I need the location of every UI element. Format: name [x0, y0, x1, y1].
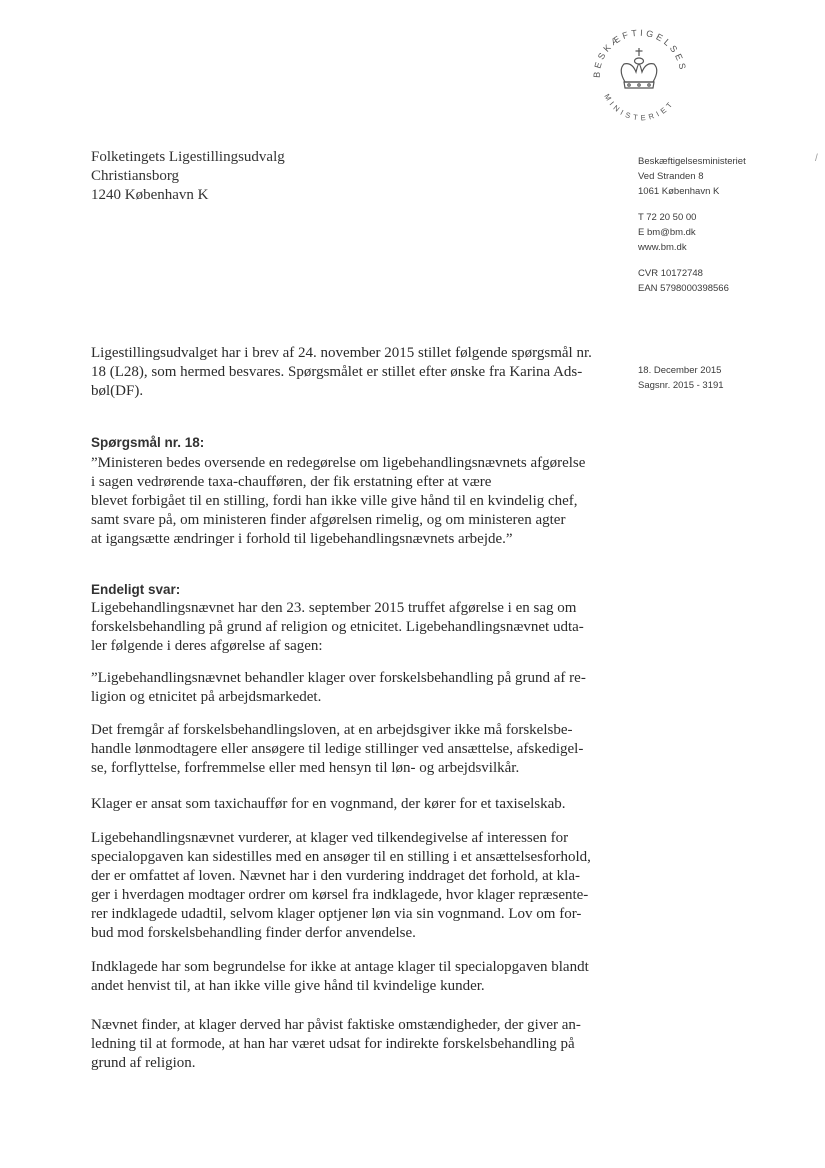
question-heading: Spørgsmål nr. 18:: [91, 435, 205, 450]
crown-seal-icon: [580, 14, 698, 132]
text-line: rer indklagede udadtil, selvom klager optjener løn via sin vognmand. Lov om for-: [91, 906, 582, 922]
text-line: forskelsbehandling på grund af religion og etnicitet. Ligebehandlingsnævnet udta-: [91, 619, 584, 635]
question-text: [91, 454, 611, 549]
sender-info: [638, 154, 808, 296]
text-line: se, forflyttelse, forfremmelse eller med hensyn til løn- og arbejdsvilkår.: [91, 760, 520, 776]
text-line: grund af religion.: [91, 1055, 196, 1071]
text-line: Ligestillingsudvalget har i brev af 24. november 2015 stillet følgende spørgsmål nr.: [91, 345, 592, 361]
text-line: ”Ligebehandlingsnævnet behandler klager over forskelsbehandling på grund af re-: [91, 670, 586, 686]
answer-heading: Endeligt svar:: [91, 582, 181, 597]
recipient-line: Folketingets Ligestillingsudvalg: [91, 149, 285, 165]
answer-paragraph: [91, 669, 611, 707]
sender-cvr: CVR 10172748: [638, 268, 703, 279]
text-line: Ligebehandlingsnævnet vurderer, at klager ved tilkendegivelse af interessen for: [91, 830, 569, 846]
text-line: 18 (L28), som hermed besvares. Spørgsmålet er stillet efter ønske fra Karina Ads-: [91, 364, 583, 380]
sender-name: Beskæftigelsesministeriet: [638, 156, 746, 167]
text-line: ligion og etnicitet på arbejdsmarkedet.: [91, 689, 322, 705]
recipient-address: [91, 148, 391, 205]
text-line: handle lønmodtagere eller ansøgere til ledige stillinger ved ansættelse, afskedigel-: [91, 741, 584, 757]
answer-paragraph: [91, 829, 611, 943]
text-line: at igangsætte ændringer i forhold til ligebehandlingsnævnets arbejde.”: [91, 531, 513, 547]
text-line: andet henvist til, at han ikke ville give hånd til kvindelige kunder.: [91, 978, 485, 994]
recipient-line: 1240 København K: [91, 187, 209, 203]
answer-paragraph: [91, 795, 611, 814]
text-line: Ligebehandlingsnævnet har den 23. september 2015 truffet afgørelse i en sag om: [91, 600, 577, 616]
sender-street: Ved Stranden 8: [638, 171, 704, 182]
text-line: ledning til at formode, at han har været udsat for indirekte forskelsbehandling på: [91, 1036, 575, 1052]
text-line: ger i hverdagen modtager ordrer om kørsel fra indklagede, hvor klager repræsente-: [91, 887, 589, 903]
svg-text:MINISTERIET: [602, 92, 676, 122]
text-line: Det fremgår af forskelsbehandlingsloven, at en arbejdsgiver ikke må forskelsbe-: [91, 722, 573, 738]
answer-paragraph: [91, 599, 611, 656]
case-number: Sagsnr. 2015 - 3191: [638, 380, 724, 391]
text-line: Indklagede har som begrundelse for ikke at antage klager til specialopgaven blandt: [91, 959, 589, 975]
crown-icon: [621, 48, 657, 88]
answer-paragraph: [91, 1016, 611, 1073]
answer-paragraph: [91, 958, 611, 996]
seal-text-top: BESKÆFTIGELSES: [591, 27, 689, 79]
text-line: samt svare på, om ministeren finder afgørelsen rimelig, og om ministeren agter: [91, 512, 566, 528]
text-line: i sagen vedrørende taxa-chaufføren, der fik erstatning efter at være: [91, 474, 492, 490]
text-line: ”Ministeren bedes oversende en redegørelse om ligebehandlingsnævnets afgørelse: [91, 455, 586, 471]
intro-paragraph: [91, 344, 611, 401]
text-line: Nævnet finder, at klager derved har påvist faktiske omstændigheder, der giver an-: [91, 1017, 581, 1033]
text-line: bøl(DF).: [91, 383, 144, 399]
answer-paragraph: [91, 721, 611, 778]
text-line: ler følgende i deres afgørelse af sagen:: [91, 638, 323, 654]
text-line: bud mod forskelsbehandling finder derfor anvendelse.: [91, 925, 416, 941]
sender-city: 1061 København K: [638, 186, 720, 197]
text-line: Klager er ansat som taxichauffør for en vognmand, der kører for et taxiselskab.: [91, 796, 566, 812]
recipient-line: Christiansborg: [91, 168, 180, 184]
sender-web: www.bm.dk: [638, 242, 687, 253]
sender-ean: EAN 5798000398566: [638, 283, 729, 294]
text-line: blevet forbigået til en stilling, fordi han ikke ville give hånd til en kvindelig chef,: [91, 493, 578, 509]
text-line: specialopgaven kan sidestilles med en ansøger til en stilling i et ansættelsesforhold,: [91, 849, 591, 865]
text-line: der er omfattet af loven. Nævnet har i den vurdering inddraget det forhold, at kla-: [91, 868, 580, 884]
sender-phone: T 72 20 50 00: [638, 212, 697, 223]
sender-email: E bm@bm.dk: [638, 227, 696, 238]
seal-text-bottom: MINISTERIET: [602, 92, 677, 123]
margin-mark: /: [815, 153, 818, 164]
letter-date: 18. December 2015: [638, 365, 722, 376]
ministry-seal: [580, 14, 698, 132]
svg-text:BESKÆFTIGELSES: [592, 28, 689, 78]
date-block: [638, 363, 808, 393]
